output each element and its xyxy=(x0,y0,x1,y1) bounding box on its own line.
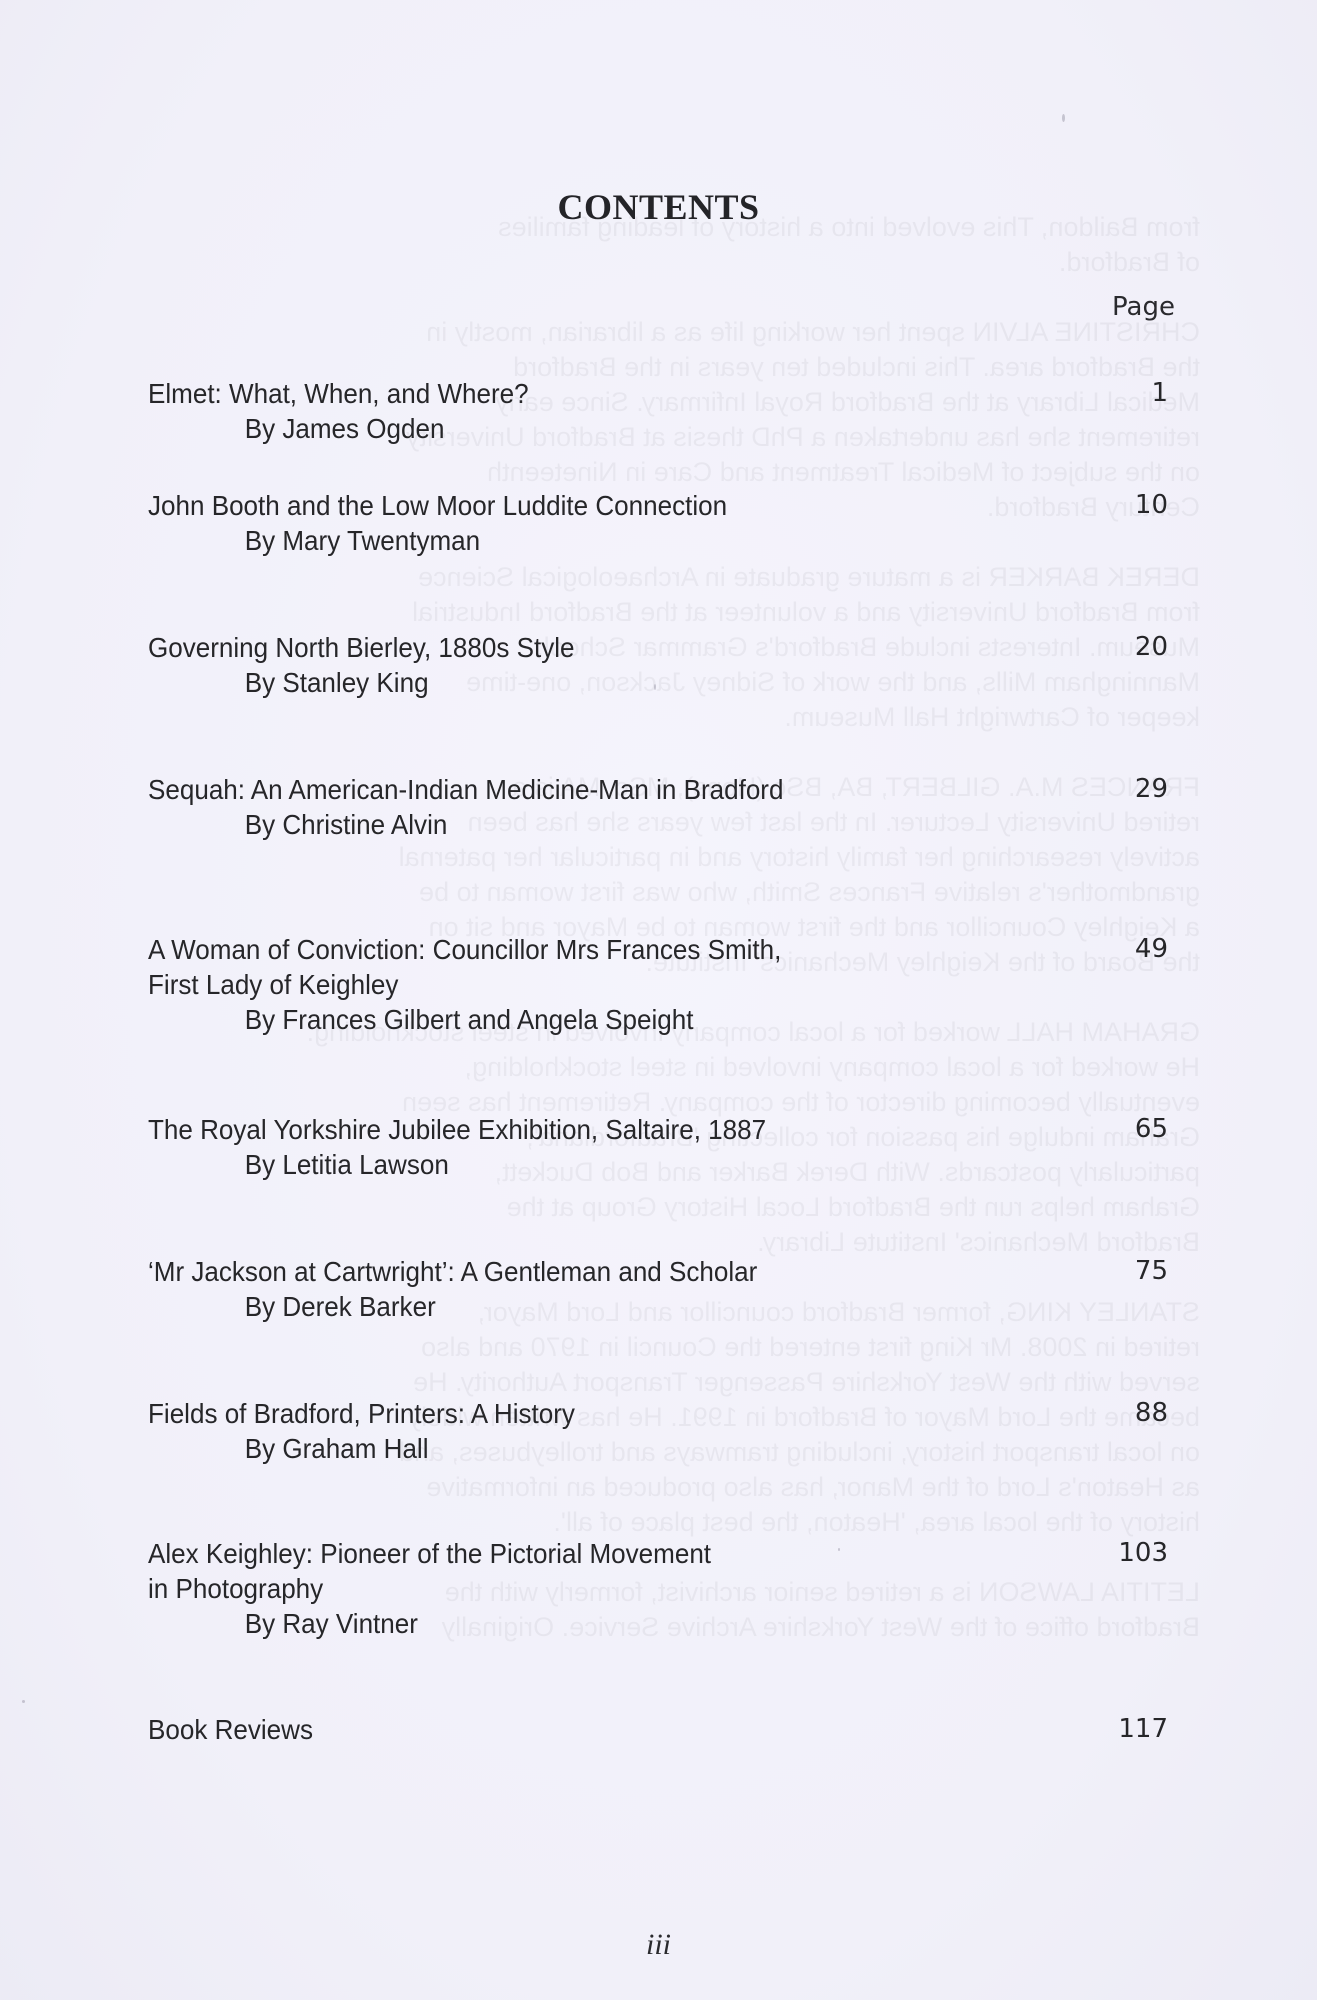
toc-entry[interactable] xyxy=(148,1112,1168,1182)
entry-title-continued: First Lady of Keighley xyxy=(148,969,399,1000)
toc-entry[interactable] xyxy=(148,932,1168,1037)
entry-title: A Woman of Conviction: Councillor Mrs Frances Smith, xyxy=(148,934,782,965)
entry-title: The Royal Yorkshire Jubilee Exhibition, Saltaire, 1887 xyxy=(148,1114,767,1145)
paper-speck xyxy=(838,1548,840,1551)
paper-speck xyxy=(1062,114,1065,122)
paper-speck xyxy=(22,1700,25,1703)
entry-title: Fields of Bradford, Printers: A History xyxy=(148,1398,575,1429)
toc-entry[interactable] xyxy=(148,1254,1168,1324)
entry-title: ‘Mr Jackson at Cartwright’: A Gentleman and Scholar xyxy=(148,1256,758,1287)
entry-author: By Letitia Lawson xyxy=(244,1149,449,1180)
page-folio-number: iii xyxy=(645,1928,671,1961)
entry-title: Alex Keighley: Pioneer of the Pictorial Movement xyxy=(148,1538,712,1569)
entry-title: Elmet: What, When, and Where? xyxy=(148,378,529,409)
toc-entry[interactable] xyxy=(148,1396,1168,1466)
entry-author: By Graham Hall xyxy=(244,1433,429,1464)
entry-author: By Stanley King xyxy=(244,667,429,698)
toc-entry[interactable] xyxy=(148,1712,1168,1747)
entry-author: By Ray Vintner xyxy=(244,1608,418,1639)
entry-page-number: 10 xyxy=(1134,490,1168,520)
entry-title: Book Reviews xyxy=(148,1714,313,1745)
entry-title: Governing North Bierley, 1880s Style xyxy=(148,632,575,663)
entry-page-number: 65 xyxy=(1134,1114,1168,1144)
entry-author: By Mary Twentyman xyxy=(244,525,481,556)
entry-page-number: 103 xyxy=(1118,1538,1168,1568)
page-title: CONTENTS xyxy=(557,187,760,227)
entry-title-continued: in Photography xyxy=(148,1573,324,1604)
toc-entry[interactable] xyxy=(148,376,1168,446)
toc-entry[interactable] xyxy=(148,1536,1168,1641)
toc-entry[interactable] xyxy=(148,488,1168,558)
entry-author: By Derek Barker xyxy=(244,1291,436,1322)
page-column-header: Page xyxy=(1112,292,1175,322)
entry-page-number: 49 xyxy=(1134,934,1168,964)
entry-page-number: 75 xyxy=(1134,1256,1168,1286)
entry-page-number: 29 xyxy=(1134,774,1168,804)
toc-entry[interactable] xyxy=(148,772,1168,842)
entry-page-number: 20 xyxy=(1134,632,1168,662)
entry-page-number: 88 xyxy=(1134,1398,1168,1428)
paper-speck xyxy=(654,684,656,690)
entry-page-number: 1 xyxy=(1151,378,1168,408)
entry-title: John Booth and the Low Moor Luddite Connection xyxy=(148,490,728,521)
entry-author: By James Ogden xyxy=(244,413,445,444)
entry-page-number: 117 xyxy=(1118,1714,1168,1744)
entry-author: By Frances Gilbert and Angela Speight xyxy=(244,1004,694,1035)
entry-title: Sequah: An American-Indian Medicine-Man in Bradford xyxy=(148,774,784,805)
entry-author: By Christine Alvin xyxy=(244,809,448,840)
toc-entry[interactable] xyxy=(148,630,1168,700)
